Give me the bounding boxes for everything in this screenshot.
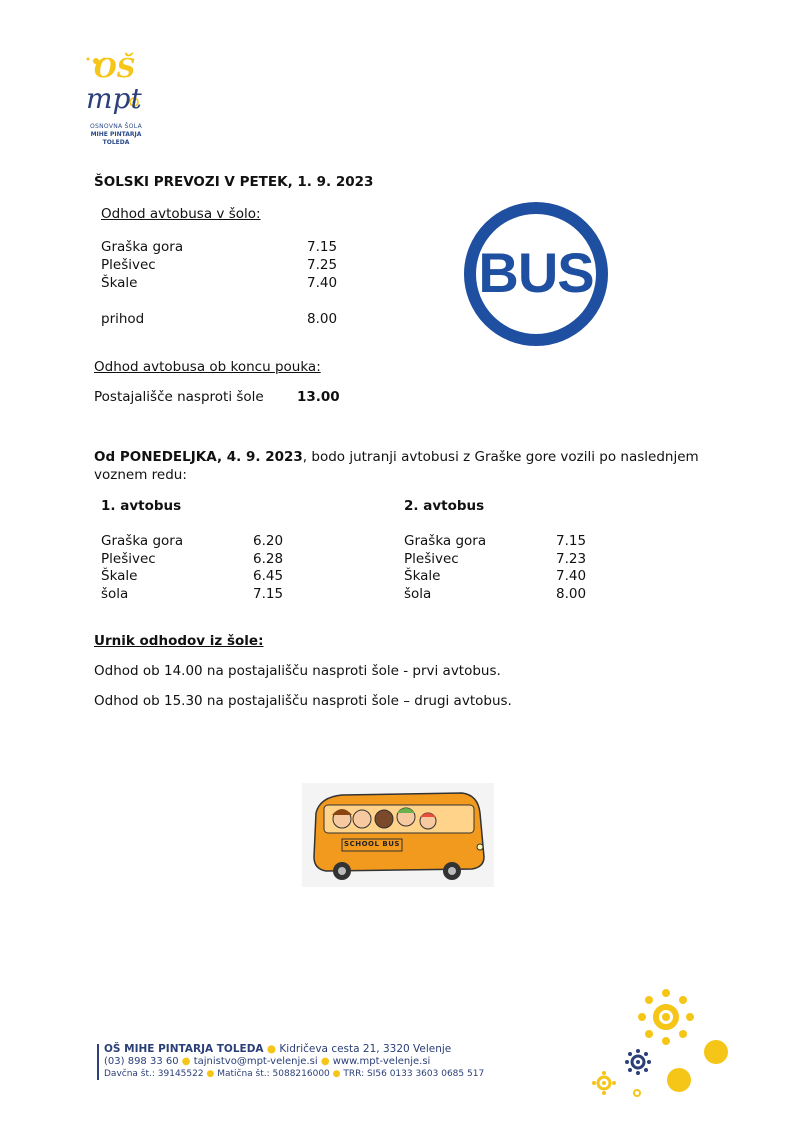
- stop-time: 7.40: [307, 275, 338, 291]
- stop-name: šola: [101, 586, 129, 602]
- footer-line-2: (03) 898 33 60 ● tajnistvo@mpt-velenje.si ● www.mpt-velenje.si: [104, 1056, 431, 1067]
- footer-tax: Davčna št.: 39145522: [104, 1069, 204, 1079]
- stop-time: 8.00: [556, 586, 587, 602]
- footer-address: Kidričeva cesta 21, 3320 Velenje: [279, 1043, 452, 1055]
- stop-time: 6.45: [253, 568, 284, 584]
- departure-line-2: Odhod ob 15.30 na postajališču nasproti šole – drugi avtobus.: [94, 693, 512, 709]
- intro-date: Od PONEDELJKA, 4. 9. 2023: [94, 449, 303, 465]
- stop-time: 7.15: [556, 533, 587, 549]
- school-bus-icon: [302, 783, 494, 887]
- stop-name: šola: [404, 586, 432, 602]
- intro-line2: voznem redu:: [94, 467, 187, 483]
- footer-school: OŠ MIHE PINTARJA TOLEDA: [104, 1043, 264, 1055]
- footer-phone: (03) 898 33 60: [104, 1056, 179, 1067]
- school-bus-label: SCHOOL BUS: [344, 840, 400, 848]
- end-heading: Odhod avtobusa ob koncu pouka:: [94, 359, 321, 375]
- departures-heading: Urnik odhodov iz šole:: [94, 633, 264, 649]
- footer-line-1: OŠ MIHE PINTARJA TOLEDA ● Kidričeva cesta 21, 3320 Velenje: [104, 1043, 452, 1055]
- logo-sub1: OSNOVNA ŠOLA: [90, 123, 142, 130]
- end-stop-time: 13.00: [297, 389, 340, 405]
- arrival-time: 8.00: [307, 311, 338, 327]
- logo-os: OŠ: [94, 54, 136, 84]
- footer-divider: [97, 1044, 99, 1080]
- section1-title: ŠOLSKI PREVOZI V PETEK, 1. 9. 2023: [94, 174, 374, 190]
- logo-mpt: mpt: [86, 82, 142, 115]
- departure-line-1: Odhod ob 14.00 na postajališču nasproti šole - prvi avtobus.: [94, 663, 501, 679]
- bus-sign: [462, 200, 610, 348]
- stop-time: 7.25: [307, 257, 338, 273]
- bus1-title: 1. avtobus: [101, 498, 182, 514]
- stop-time: 7.40: [556, 568, 587, 584]
- intro-text: , bodo jutranji avtobusi z Graške gore vozili po naslednjem: [302, 449, 699, 465]
- decorative-suns: [586, 985, 736, 1105]
- section2-intro: [94, 448, 699, 466]
- stop-time: 6.28: [253, 551, 284, 567]
- footer-web[interactable]: www.mpt-velenje.si: [332, 1056, 431, 1067]
- stop-name: Plešivec: [101, 551, 156, 567]
- stop-name: Graška gora: [101, 239, 184, 255]
- logo-sub2: MIHE PINTARJA: [90, 131, 142, 138]
- arrival-label: prihod: [101, 311, 145, 327]
- school-logo: [78, 52, 150, 150]
- footer-reg: Matična št.: 5088216000: [217, 1069, 330, 1079]
- departure-heading: Odhod avtobusa v šolo:: [101, 206, 261, 222]
- bus2-title: 2. avtobus: [404, 498, 485, 514]
- stop-time: 7.23: [556, 551, 587, 567]
- footer-line-3: Davčna št.: 39145522 ● Matična št.: 5088216000 ● TRR: SI56 0133 3603 0685 517: [104, 1069, 485, 1079]
- bus-sign-text: BUS: [478, 241, 594, 304]
- footer: [104, 1043, 584, 1080]
- stop-name: Graška gora: [404, 533, 487, 549]
- school-bus-illustration: [302, 783, 494, 887]
- stop-time: 7.15: [307, 239, 338, 255]
- stop-name: Škale: [404, 568, 441, 584]
- footer-email[interactable]: tajnistvo@mpt-velenje.si: [193, 1056, 318, 1067]
- stop-time: 7.15: [253, 586, 284, 602]
- stop-name: Plešivec: [101, 257, 156, 273]
- footer-trr: TRR: SI56 0133 3603 0685 517: [343, 1069, 485, 1079]
- stop-name: Škale: [101, 568, 138, 584]
- stop-name: Graška gora: [101, 533, 184, 549]
- stop-time: 6.20: [253, 533, 284, 549]
- end-stop-name: Postajališče nasproti šole: [94, 389, 264, 405]
- logo-sub3: TOLEDA: [102, 139, 130, 146]
- sun-pattern-icon: [586, 985, 736, 1105]
- stop-name: Škale: [101, 275, 138, 291]
- stop-name: Plešivec: [404, 551, 459, 567]
